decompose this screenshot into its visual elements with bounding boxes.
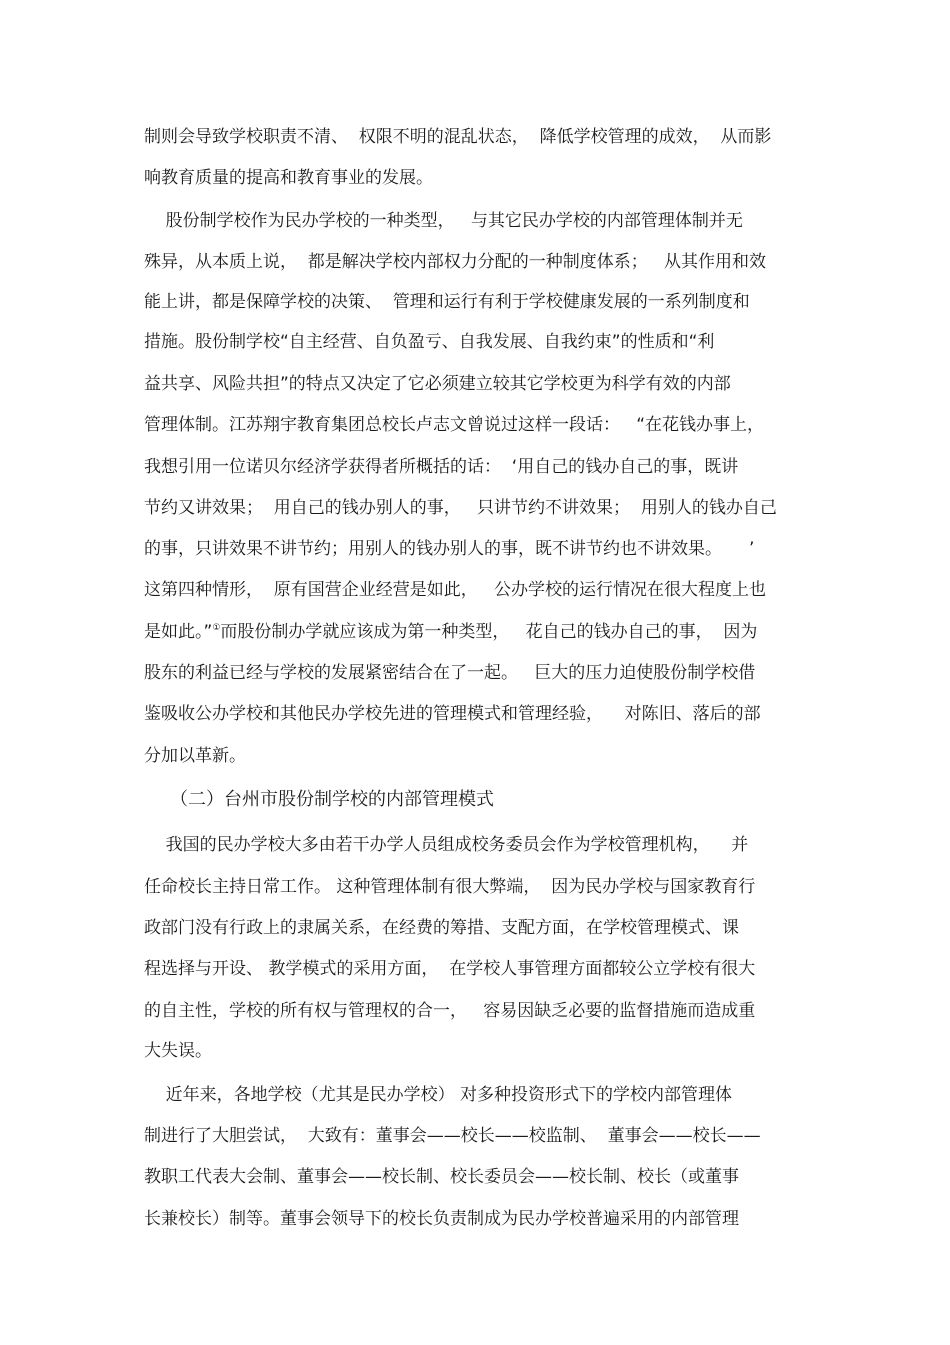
footnote-marker[interactable]: ①: [212, 623, 221, 633]
text-line: 节约又讲效果； 用自己的钱办别人的事， 只讲节约不讲效果； 用别人的钱办自己: [144, 498, 777, 518]
text-line: 我国的民办学校大多由若干办学人员组成校务委员会作为学校管理机构， 并: [144, 835, 749, 855]
text-segment: 而股份制办学就应该成为第一种类型， 花自己的钱办自己的事， 因为: [220, 622, 758, 642]
text-line: 措施。股份制学校“自主经营、自负盈亏、自我发展、自我约束”的性质和“利: [144, 332, 715, 352]
section-heading: （二）台州市股份制学校的内部管理模式: [170, 789, 494, 810]
text-line: 我想引用一位诺贝尔经济学获得者所概括的话： ‘用自己的钱办自己的事，既讲: [144, 457, 739, 477]
text-line-with-footnote: [144, 621, 757, 643]
text-line: 大失误。: [144, 1041, 212, 1061]
text-line: 股东的利益已经与学校的发展紧密结合在了一起。 巨大的压力迫使股份制学校借: [144, 663, 756, 683]
text-line: 能上讲，都是保障学校的决策、 管理和运行有利于学校健康发展的一系列制度和: [144, 292, 750, 312]
text-line: 这第四种情形， 原有国营企业经营是如此， 公办学校的运行情况在很大程度上也: [144, 580, 767, 600]
text-line: 管理体制。江苏翔宇教育集团总校长卢志文曾说过这样一段话： “在花钱办事上，: [144, 415, 765, 435]
text-line: 政部门没有行政上的隶属关系，在经费的筹措、支配方面，在学校管理模式、课: [144, 918, 739, 938]
text-line: 制则会导致学校职责不清、 权限不明的混乱状态， 降低学校管理的成效， 从而影: [144, 127, 772, 147]
text-line: 教职工代表大会制、董事会——校长制、校长委员会——校长制、校长（或董事: [144, 1167, 739, 1187]
text-line: 响教育质量的提高和教育事业的发展。: [144, 168, 433, 188]
text-line: 殊异，从本质上说， 都是解决学校内部权力分配的一种制度体系； 从其作用和效: [144, 252, 767, 272]
text-line: 程选择与开设、 教学模式的采用方面， 在学校人事管理方面都较公立学校有很大: [144, 959, 756, 979]
text-line: 的自主性，学校的所有权与管理权的合一， 容易因缺乏必要的监督措施而造成重: [144, 1001, 756, 1021]
text-line: 任命校长主持日常工作。 这种管理体制有很大弊端， 因为民办学校与国家教育行: [144, 877, 756, 897]
text-line: 鉴吸收公办学校和其他民办学校先进的管理模式和管理经验， 对陈旧、落后的部: [144, 704, 761, 724]
text-line: 益共享、风险共担”的特点又决定了它必须建立较其它学校更为科学有效的内部: [144, 374, 731, 394]
text-line: 的事，只讲效果不讲节约；用别人的钱办别人的事，既不讲节约也不讲效果。 ’: [144, 539, 755, 559]
text-line: 股份制学校作为民办学校的一种类型， 与其它民办学校的内部管理体制并无: [144, 211, 743, 231]
text-line: 近年来，各地学校（尤其是民办学校） 对多种投资形式下的学校内部管理体: [144, 1085, 733, 1105]
text-line: 长兼校长）制等。董事会领导下的校长负责制成为民办学校普遍采用的内部管理: [144, 1209, 739, 1229]
text-line: 分加以革新。: [144, 746, 246, 766]
text-line: 制进行了大胆尝试， 大致有：董事会——校长——校监制、 董事会——校长——: [144, 1126, 761, 1146]
text-segment: 是如此。”: [144, 622, 213, 642]
